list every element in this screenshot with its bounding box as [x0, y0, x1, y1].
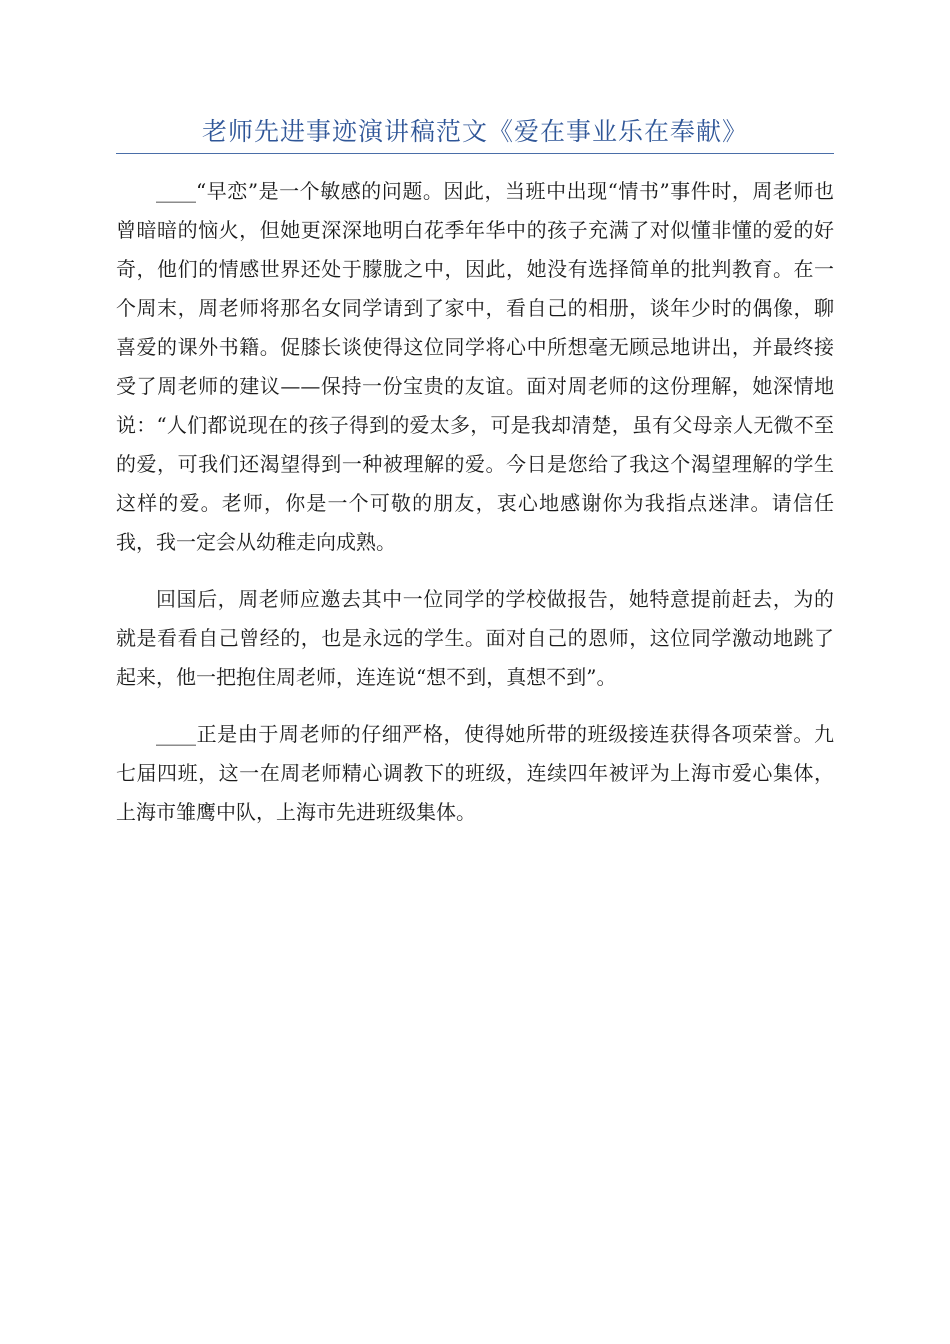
title-underline [116, 153, 834, 154]
paragraph-2: 回国后，周老师应邀去其中一位同学的学校做报告，她特意提前赶去，为的就是看看自己曾经的，也是永远的学生。面对自己的恩师，这位同学激动地跳了起来，他一把抱住周老师，连连说“想不到，真想不到”。 [116, 587, 834, 689]
document-title: 老师先进事迹演讲稿范文《爱在事业乐在奉献》 [201, 117, 748, 146]
document-body [116, 172, 834, 850]
paragraph-3: ____正是由于周老师的仔细严格，使得她所带的班级接连获得各项荣誉。九七届四班，这一在周老师精心调教下的班级，连续四年被评为上海市爱心集体，上海市雏鹰中队，上海市先进班级集体。 [116, 722, 834, 824]
paragraph-1: ____“早恋”是一个敏感的问题。因此，当班中出现“情书”事件时，周老师也曾暗暗的恼火，但她更深深地明白花季年华中的孩子充满了对似懂非懂的爱的好奇，他们的情感世界还处于朦胧之中，因此，她没有选择简单的批判教育。在一个周末，周老师将那名女同学请到了家中，看自己的相册，谈年少时的偶像，聊喜爱的课外书籍。促膝长谈使得这位同学将心中所想毫无顾忌地讲出，并最终接受了周老师的建议——保持一份宝贵的友谊。面对周老师的这份理解，她深情地说：“人们都说现在的孩子得到的爱太多，可是我却清楚，虽有父母亲人无微不至的爱，可我们还渴望得到一种被理解的爱。今日是您给了我这个渴望理解的学生这样的爱。老师，你是一个可敬的朋友，衷心地感谢你为我指点迷津。请信任我，我一定会从幼稚走向成熟。 [116, 179, 834, 554]
